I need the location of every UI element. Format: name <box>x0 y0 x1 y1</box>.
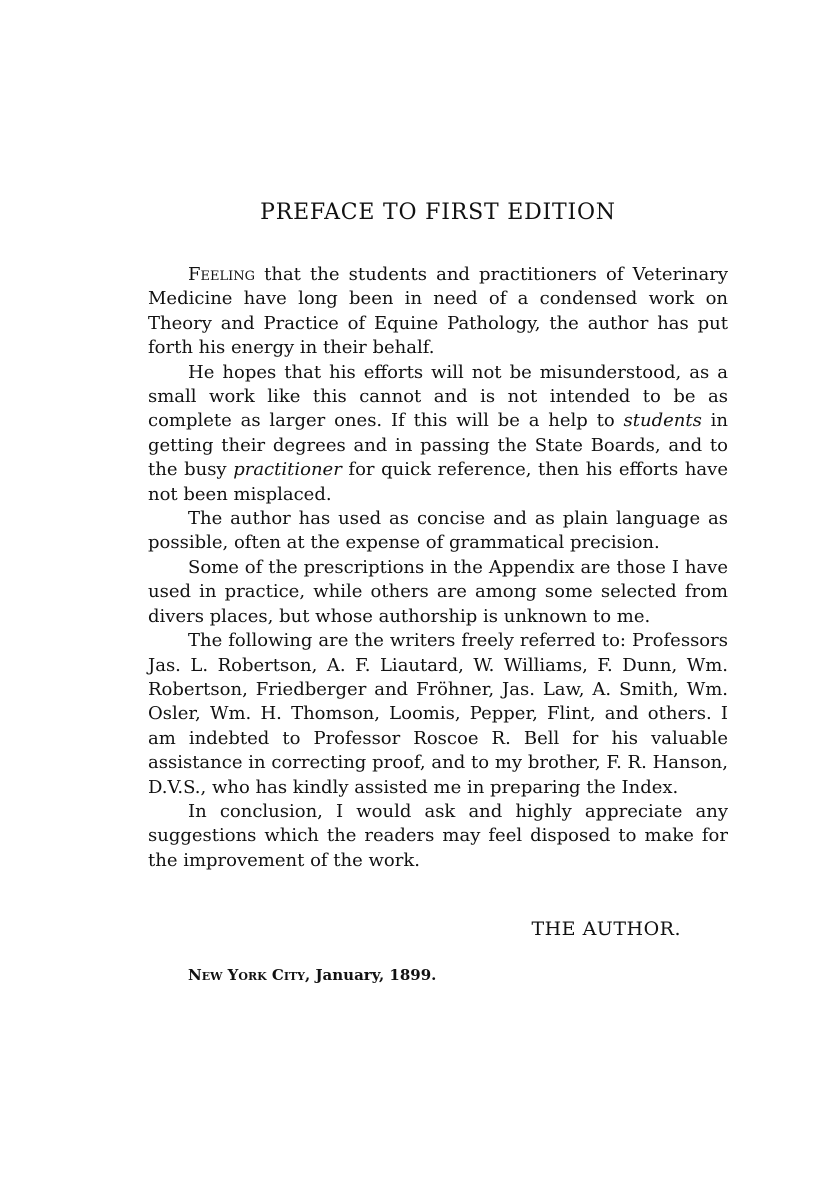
paragraph-1 <box>148 263 728 361</box>
paragraph-2 <box>148 361 728 507</box>
paragraph-4: Some of the prescriptions in the Appendix are those I have used in practice, while others are among some selected from divers places, but whose authorship is unknown to me. <box>148 556 728 627</box>
author-signature: THE AUTHOR. <box>531 918 681 940</box>
dateline-place: New York City <box>188 966 306 984</box>
paragraph-2-text-b: in getting their degrees and in passing the State Boards, and to the busy <box>148 410 728 481</box>
dateline-date: , January, 1899. <box>305 966 437 984</box>
paragraph-2-text-a: He hopes that his efforts will not be misunderstood, as a small work like this cannot and is not intended to be as complete as larger ones. If this will be a help to <box>148 361 728 432</box>
paragraph-6: In conclusion, I would ask and highly appreciate any suggestions which the readers may feel disposed to make for the improvement of the work. <box>148 800 728 871</box>
preface-body <box>148 263 728 873</box>
paragraph-1-text: that the students and practitioners of Veterinary Medicine have long been in need of a condensed work on Theory and Practice of Equine Pathology, the author has put forth his energy in their behalf. <box>148 264 728 359</box>
paragraph-5: The following are the writers freely referred to: Professors Jas. L. Robertson, A. F. Liautard, W. Williams, F. Dunn, Wm. Robertson, Friedberger and Fröhner, Jas. Law, A. Smith, Wm. Osler, Wm. H. Thomson, Loomis, Pepper, Flint, and others. I am indebted to Professor Roscoe R. Bell for his valuable assistance in correcting proof, and to my brother, F. R. Hanson, D.V.S., who has kindly assisted me in preparing the Index. <box>148 630 728 798</box>
paragraph-2-text-c: for quick reference, then his efforts have not been misplaced. <box>148 459 728 505</box>
lead-word: Feeling <box>188 264 255 285</box>
dateline <box>188 966 436 984</box>
emphasis-practitioner: practitioner <box>233 459 342 481</box>
preface-heading: PREFACE TO FIRST EDITION <box>260 200 616 225</box>
paragraph-3: The author has used as concise and as plain language as possible, often at the expense of grammatical precision. <box>148 508 728 554</box>
emphasis-students: students <box>623 410 702 432</box>
